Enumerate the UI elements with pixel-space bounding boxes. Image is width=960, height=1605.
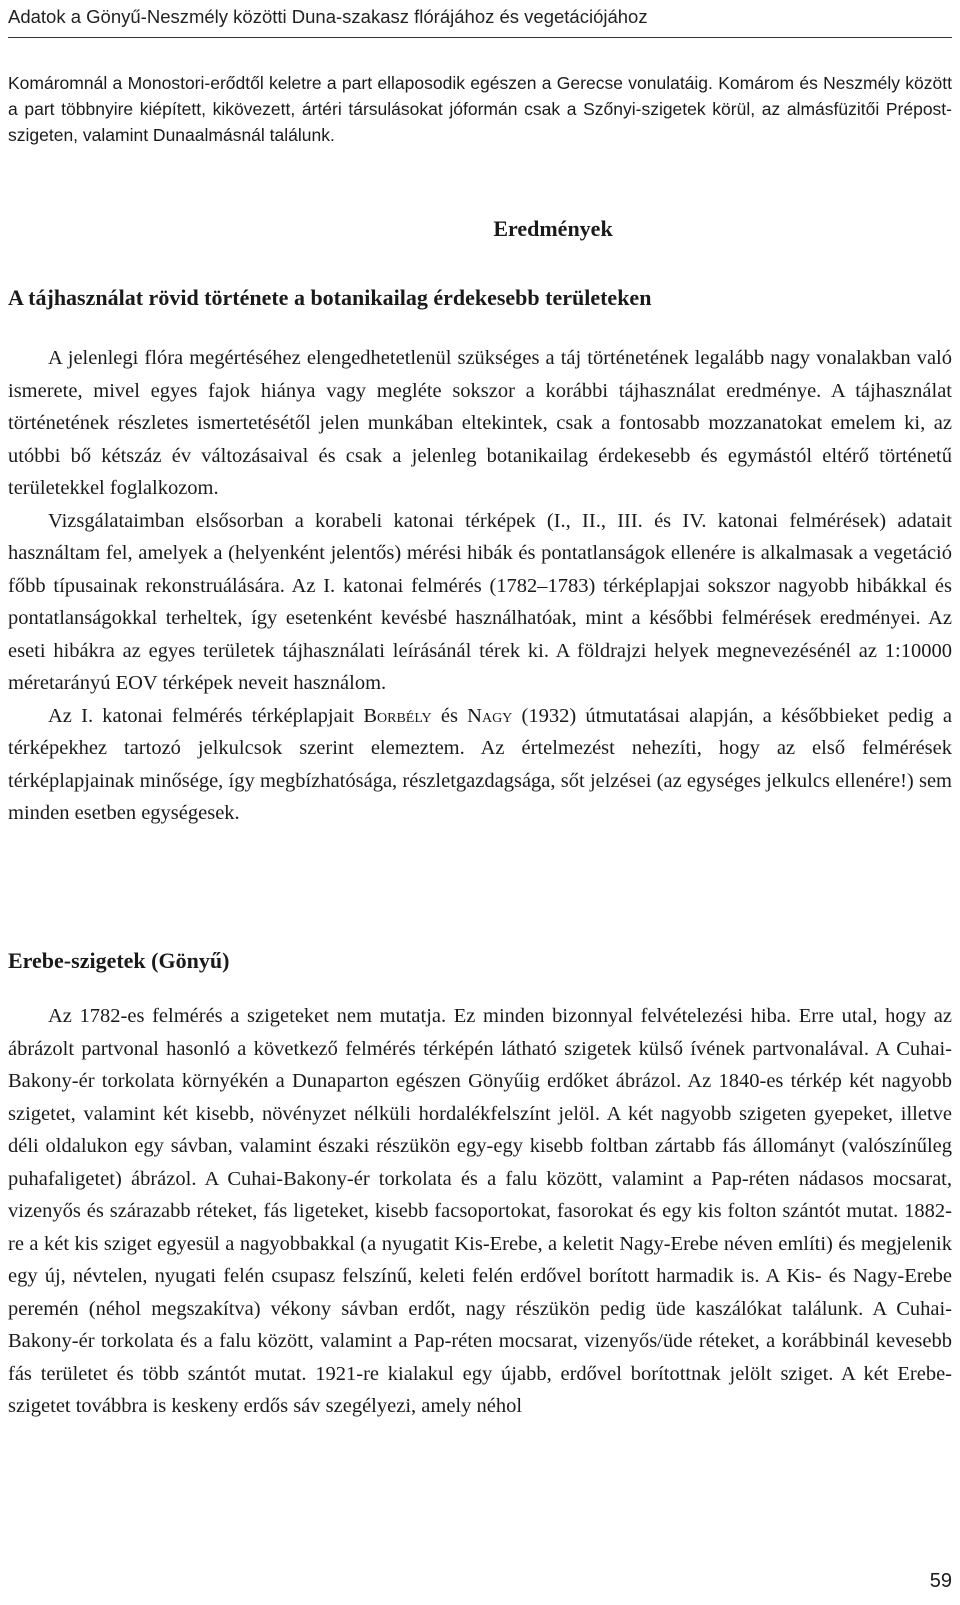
section-erebe-islands (8, 1000, 952, 1423)
author-name: Borbély (363, 704, 432, 727)
running-head: Adatok a Gönyű-Neszmély közötti Duna-szakasz flórájához és vegetációjához (8, 6, 648, 27)
page-number: 59 (929, 1570, 952, 1592)
body-paragraph: Az 1782-es felmérés a szigeteket nem mutatja. Ez minden bizonnyal felvételezési hiba. Erre utal, hogy az ábrázolt partvonal hasonló a következő felmérés térképén látható szigetek külső ívének partvonalával. A Cuhai-Bakony-ér torkolata környékén a Dunaparton egészen Gönyűig erdőket ábrázol. Az 1840-es térkép két nagyobb szigetet, valamint két kisebb, növényzet nélküli hordalékfelszínt jelöl. A két nagyobb szigeten gyepeket, illetve déli oldalukon egy sávban, valamint északi részükön egy-egy kisebb foltban zártabb fás állományt (valószínűleg puhafaligetet) ábrázol. A Cuhai-Bakony-ér torkolata és a falu között, valamint a Pap-réten nádasos mocsarat, vizenyős és szárazabb réteket, fás ligeteket, kisebb facsoportokat, fasorokat és egy kis folton szántót mutat. 1882-re a két kis sziget egyesül a nagyobbakkal (a nyugatit Kis-Erebe, a keletit Nagy-Erebe néven említi) és megjelenik egy új, névtelen, nyugati felén csupasz felszínű, keleti felén erdővel borított harmadik is. A Kis- és Nagy-Erebe peremén (néhol megszakítva) vékony sávban erdőt, nagy részükön pedig üde kaszálókat találunk. A Cuhai-Bakony-ér torkolata és a falu között, valamint a Pap-réten mocsarat, vizenyős/üde réteket, a korábbinál kevesebb fás területet és több szántót mutat. 1921-re kialakul egy újabb, erdővel borítottnak jelölt sziget. A két Erebe-szigetet továbbra is keskeny erdős sáv szegélyezi, amely néhol (8, 1005, 952, 1417)
section-land-use-history (8, 342, 952, 830)
intro-paragraph: Komáromnál a Monostori-erődtől keletre a part ellaposodik egészen a Gerecse vonulatáig. Komárom és Neszmély között a part többnyire kiépített, kikövezett, ártéri társulásokat jóformán csak a Szőnyi-szigetek körül, az almásfüzitői Prépost-szigeten, valamint Dunaalmásnál találunk. (8, 73, 952, 145)
subheading-land-use-history: A tájhasználat rövid története a botanikailag érdekesebb területeken (8, 285, 652, 310)
text-run: (1932) útmutatásai alapján, a későbbieket pedig a térképekhez tartozó jelkulcsok szerint elemeztem. Az értelmezést nehezíti, hogy az első felmérések térképlapjainak minősége, így megbízhatósága, részletgazdagsága, sőt jelzései (az egységes jelkulcs ellenére!) sem minden esetben egységesek. (8, 704, 952, 824)
body-paragraph: Vizsgálataimban elsősorban a korabeli katonai térképek (I., II., III. és IV. katonai felmérések) adatait használtam fel, amelyek a (helyenként jelentős) mérési hibák és pontatlanságok ellenére is alkalmasak a vegetáció főbb típusainak rekonstruálására. Az I. katonai felmérés (1782–1783) térképlapjai sokszor nagyobb hibákkal és pontatlanságokkal terheltek, így esetenként kevésbé használhatóak, mint a későbbi felmérések eredményei. Az eseti hibákra az egyes területek tájhasználati leírásánál térek ki. A földrajzi helyek megnevezésénél az 1:10000 méretarányú EOV térképek neveit használom. (8, 509, 952, 694)
section-title: Eredmények (493, 216, 613, 241)
author-name: Nagy (467, 704, 513, 727)
text-run: Az I. katonai felmérés térképlapjait (48, 704, 364, 727)
body-paragraph: A jelenlegi flóra megértéséhez elengedhetetlenül szükséges a táj történetének legalább nagy vonalakban való ismerete, mivel egyes fajok hiánya vagy megléte sokszor a korábbi tájhasználat eredménye. A tájhasználat történetének részletes ismertetésétől jelen munkában eltekintek, csak a fontosabb mozzanatokat emelem ki, az utóbbi bő kétszáz év változásaival és csak a jelenleg botanikailag érdekesebb és egymástól eltérő történetű területekkel foglalkozom. (8, 347, 952, 499)
subheading-erebe-islands: Erebe-szigetek (Gönyű) (8, 948, 230, 973)
body-paragraph (8, 700, 952, 830)
text-run: és (431, 704, 468, 727)
header-rule (8, 37, 952, 38)
